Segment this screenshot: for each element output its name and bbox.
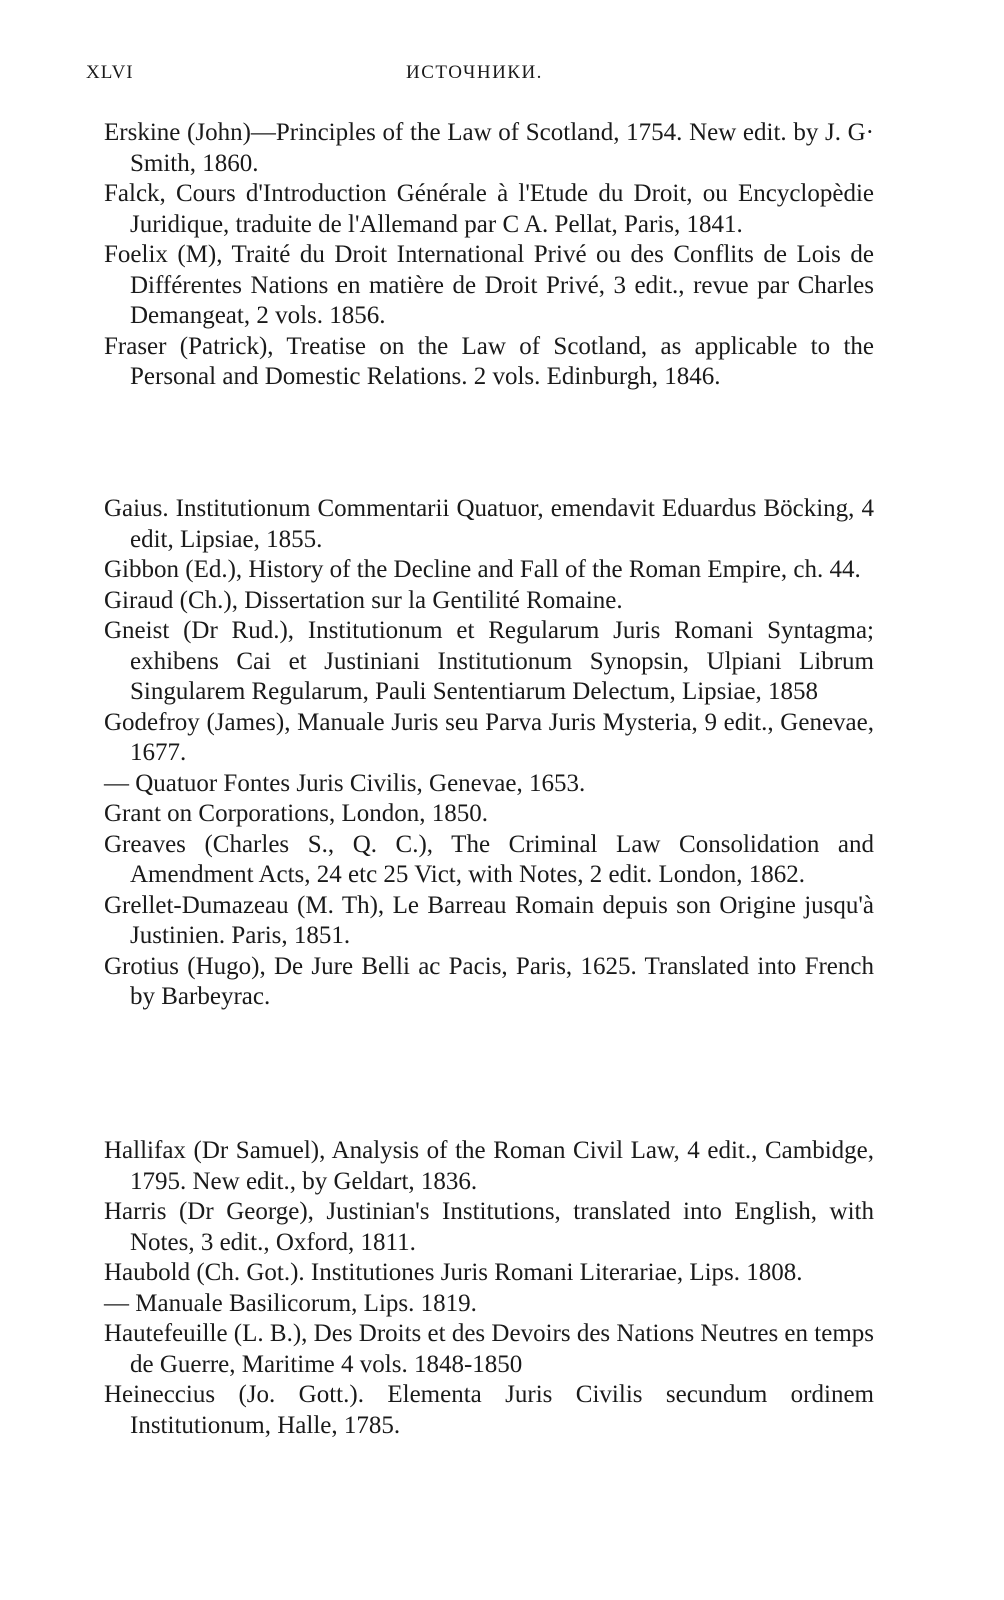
page-number: XLVI bbox=[86, 62, 134, 83]
bibliography-entry: Greaves (Charles S., Q. C.), The Criminal Law Consolidation and Amendment Acts, 24 etc 25 Vict, with Notes, 2 edit. London, 1862. bbox=[104, 830, 874, 888]
bibliography-entry: Heineccius (Jo. Gott.). Elementa Juris Civilis secundum ordinem Institutionum, Halle, 1785. bbox=[104, 1381, 874, 1439]
bibliography-entry: Haubold (Ch. Got.). Institutiones Juris Romani Literariae, Lips. 1808. bbox=[104, 1259, 803, 1286]
bibliography-entry: Gibbon (Ed.), History of the Decline and Fall of the Roman Empire, ch. 44. bbox=[104, 556, 861, 583]
bibliography-entry: — Manuale Basilicorum, Lips. 1819. bbox=[104, 1289, 477, 1317]
bibliography-entry: Grant on Corporations, London, 1850. bbox=[104, 800, 488, 827]
bibliography-entry: Gaius. Institutionum Commentarii Quatuor, emendavit Eduardus Böcking, 4 edit, Lipsiae, 1855. bbox=[104, 495, 874, 553]
bibliography-entry: Falck, Cours d'Introduction Générale à l'Etude du Droit, ou Encyclopèdie Juridique, traduite de l'Allemand par C A. Pellat, Paris, 1841. bbox=[104, 180, 874, 238]
bibliography-entry: Fraser (Patrick), Treatise on the Law of Scotland, as applicable to the Personal and Domestic Relations. 2 vols. Edinburgh, 1846. bbox=[104, 332, 874, 390]
bibliography-entry: Godefroy (James), Manuale Juris seu Parva Juris Mysteria, 9 edit., Genevae, 1677. bbox=[104, 708, 874, 766]
bibliography-entry: Foelix (M), Traité du Droit International Privé ou des Conflits de Lois de Différentes Nations en matière de Droit Privé, 3 edit., revue par Charles Demangeat, 2 vols. 1856. bbox=[104, 241, 874, 329]
bibliography-entry: Grellet-Dumazeau (M. Th), Le Barreau Romain depuis son Origine jusqu'à Justinien. Paris, 1851. bbox=[104, 891, 874, 949]
bibliography-entry: Hallifax (Dr Samuel), Analysis of the Roman Civil Law, 4 edit., Cambidge, 1795. New edit., by Geldart, 1836. bbox=[104, 1137, 874, 1195]
running-title: ИСТОЧНИКИ. bbox=[406, 62, 543, 83]
bibliography-entry: Gneist (Dr Rud.), Institutionum et Regularum Juris Romani Syntagma; exhibens Cai et Justiniani Institutionum Synopsin, Ulpiani Librum Singularem Regularum, Pauli Sententiarum Delectum, Lipsiae, 1858 bbox=[104, 617, 874, 705]
bibliography-entry: — Quatuor Fontes Juris Civilis, Genevae, 1653. bbox=[104, 769, 586, 797]
bibliography-entry: Grotius (Hugo), De Jure Belli ac Pacis, Paris, 1625. Translated into French by Barbeyrac. bbox=[104, 952, 874, 1010]
page-header bbox=[86, 62, 876, 92]
bibliography-section-e-f bbox=[104, 118, 874, 393]
bibliography-entry: Giraud (Ch.), Dissertation sur la Gentilité Romaine. bbox=[104, 586, 623, 614]
bibliography-section-g bbox=[104, 494, 874, 1013]
bibliography-section-h bbox=[104, 1136, 874, 1441]
bibliography-entry: Erskine (John)—Principles of the Law of Scotland, 1754. New edit. by J. G· Smith, 1860. bbox=[104, 119, 874, 177]
bibliography-entry: Hautefeuille (L. B.), Des Droits et des Devoirs des Nations Neutres en temps de Guerre, Maritime 4 vols. 1848-1850 bbox=[104, 1320, 874, 1378]
bibliography-entry: Harris (Dr George), Justinian's Institutions, translated into English, with Notes, 3 edit., Oxford, 1811. bbox=[104, 1198, 874, 1256]
